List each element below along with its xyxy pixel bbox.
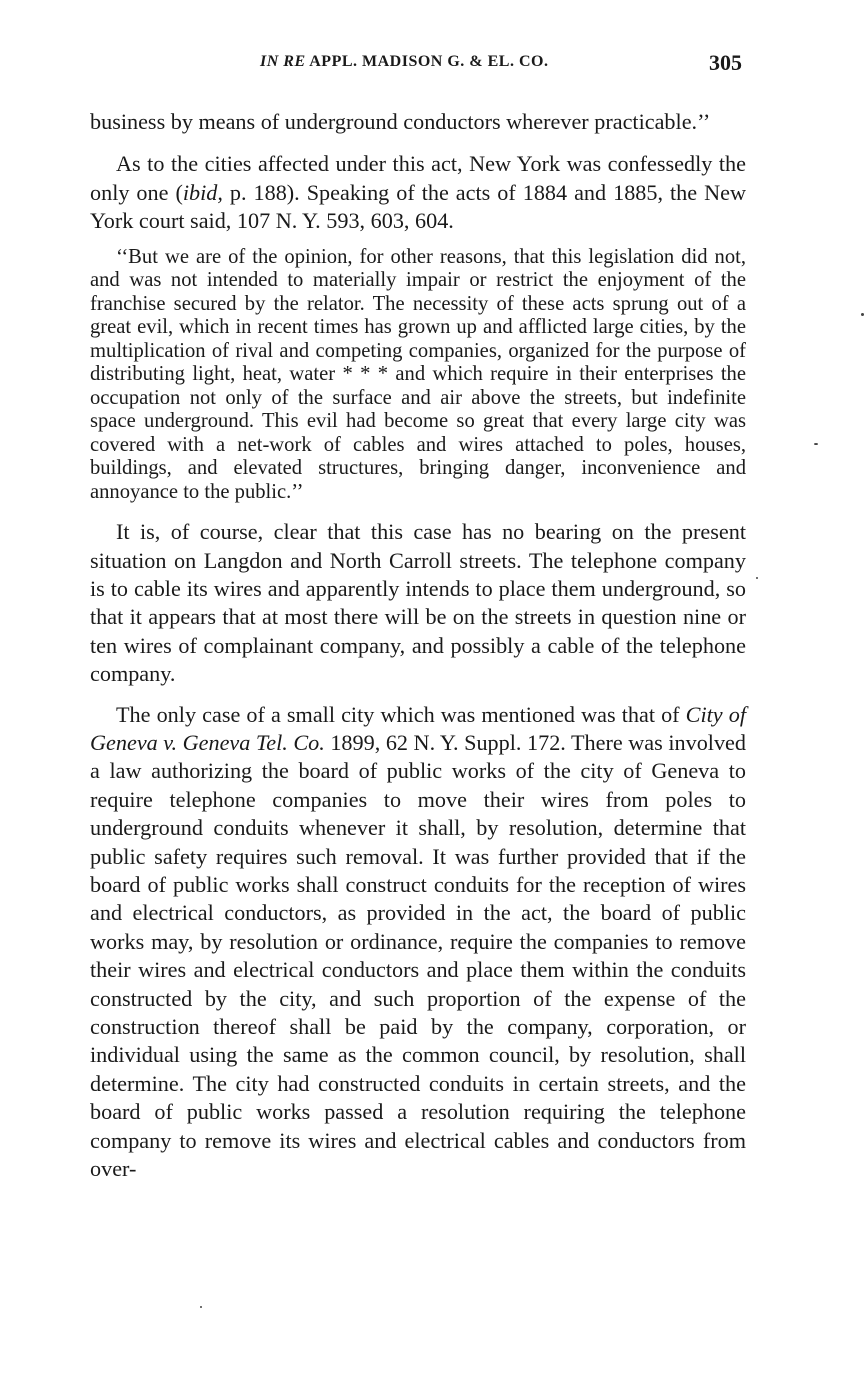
body-text (90, 108, 746, 1183)
running-head-title: APPL. MADISON G. & EL. CO. (309, 53, 549, 70)
paragraph-cities (90, 150, 746, 235)
paragraph-geneva-text-b: 1899, 62 N. Y. Suppl. 172. There was involved a law authorizing the board of public works of the city of Geneva to require telephone companies to move their wires from poles to underground conduits whenever it shall, by resolution, determine that public safety requires such removal. It was further provided that if the board of public works shall construct conduits for the reception of wires and electrical conductors, as provided in the act, the board of public works may, by resolution or ordinance, require the companies to remove their wires and electrical conductors and place them within the conduits constructed by the city, and such proportion of the expense of the construction thereof shall be paid by the company, corporation, or individual using the same as the common council, by resolution, shall determine. The city had constructed conduits in certain streets, and the board of public works passed a resolution requiring the telephone company to remove its wires and electrical cables and conductors from over- (90, 729, 746, 1182)
paragraph-geneva-text-a: The only case of a small city which was mentioned was that of (116, 701, 686, 727)
print-speck (814, 443, 818, 445)
paragraph-cities-text-b: p. 188). Speaking of the acts of 1884 and 1885, the New York court said, 107 N. Y. 593, 603, 604. (90, 179, 746, 234)
paragraph-continuation: business by means of underground conductors wherever practicable.’’ (90, 109, 711, 134)
paragraph-langdon: It is, of course, clear that this case has no bearing on the present situation on Langdon and North Carroll streets. The telephone company is to cable its wires and apparently intends to place them underground, so that it appears that at most there will be on the streets in question nine or ten wires of complainant company, and possibly a cable of the telephone company. (90, 519, 746, 687)
case-name: City of Geneva v. Geneva Tel. Co. (90, 701, 747, 755)
running-head-italic: IN RE (260, 53, 306, 70)
print-speck (756, 577, 758, 579)
print-speck (861, 313, 864, 316)
page-number: 305 (709, 50, 742, 75)
paragraph-geneva (90, 701, 746, 1184)
paragraph-cities-text-a: As to the cities affected under this act, New York was confessedly the only one ( (90, 151, 746, 205)
ibid-citation: ibid, (182, 179, 223, 205)
running-head (260, 53, 548, 71)
block-quote: ‘‘But we are of the opinion, for other reasons, that this legislation did not, and was not intended to materially impair or restrict the enjoyment of the franchise secured by the relator. The necessity of these acts sprung out of a great evil, which in recent times has grown up and afflicted large cities, by the multiplication of rival and competing companies, organized for the purpose of distributing light, heat, water * * * and which require in their enterprises the occupation not only of the surface and air above the streets, but indefinite space underground. This evil had become so great that every large city was covered with a net-work of cables and wires attached to poles, houses, buildings, and elevated structures, bringing danger, inconvenience and annoyance to the public.’’ (90, 245, 746, 503)
page-header (90, 50, 742, 84)
print-speck (200, 1306, 202, 1308)
